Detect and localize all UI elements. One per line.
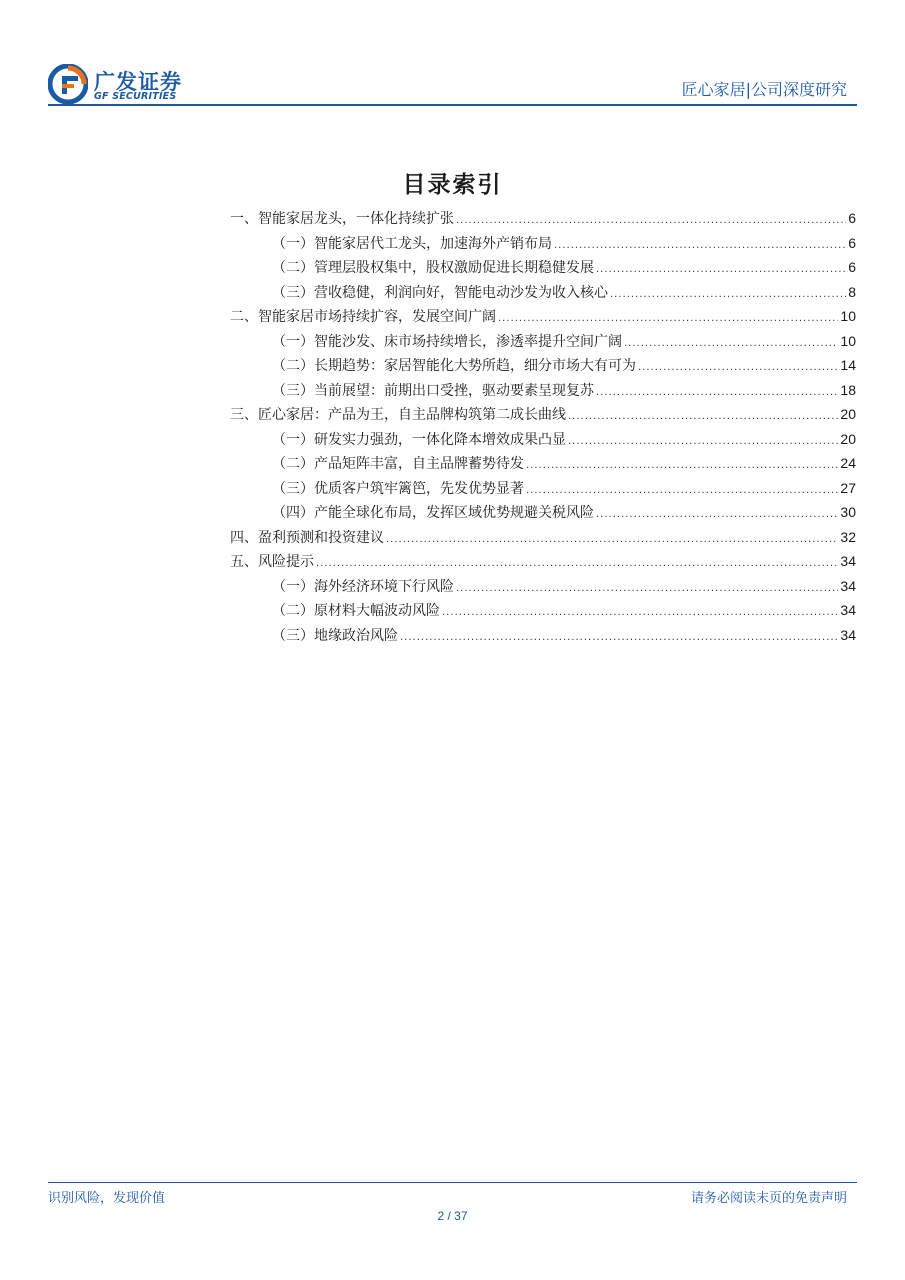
toc-entry[interactable]: [230, 255, 856, 280]
footer-slogan: 识别风险，发现价值: [48, 1191, 166, 1206]
toc-entry[interactable]: [230, 623, 856, 648]
toc-entry-page: 8: [848, 283, 856, 300]
toc-entry-text: （一）智能沙发、床市场持续增长，渗透率提升空间广阔: [272, 333, 622, 350]
gf-logo-icon: [48, 64, 88, 104]
toc-entry[interactable]: [230, 280, 856, 305]
toc-entry-text: 四、盈利预测和投资建议: [230, 529, 384, 546]
toc-entry-text: （二）原材料大幅波动风险: [272, 603, 440, 619]
toc-entry[interactable]: [230, 500, 856, 525]
toc-entry[interactable]: [230, 402, 856, 427]
toc-leader-dots: [400, 626, 838, 651]
footer-divider: [48, 1182, 857, 1183]
toc-entry-text: 一、智能家居龙头，一体化持续扩张: [230, 211, 454, 227]
toc-entry[interactable]: [230, 549, 856, 574]
toc-entry-text: （三）优质客户筑牢篱笆，先发优势显著: [272, 480, 524, 497]
report-header-title: 匠心家居|公司深度研究: [681, 80, 847, 99]
toc-entry-text: （三）当前展望：前期出口受挫，驱动要素呈现复苏: [272, 382, 594, 399]
toc-entry-text: （四）产能全球化布局，发挥区域优势规避关税风险: [272, 505, 594, 521]
toc-entry-text: 二、智能家居市场持续扩容，发展空间广阔: [230, 309, 496, 325]
toc-entry-page: 14: [840, 357, 856, 373]
toc-entry-page: 10: [840, 332, 856, 349]
toc-entry[interactable]: [230, 525, 856, 550]
toc-entry[interactable]: [230, 476, 856, 501]
toc-entry-text: （一）研发实力强劲，一体化降本增效成果凸显: [272, 431, 566, 448]
toc-entry[interactable]: [230, 427, 856, 452]
header-divider: [48, 104, 857, 106]
toc-entry-text: （二）管理层股权集中，股权激励促进长期稳健发展: [272, 260, 594, 276]
toc-entry-page: 6: [848, 259, 856, 275]
toc-entry-page: 20: [840, 430, 856, 447]
toc-title: 目录索引: [402, 172, 503, 198]
toc-entry-page: 6: [848, 210, 856, 226]
toc-entry[interactable]: [230, 304, 856, 329]
toc-entry-text: 三、匠心家居：产品为王，自主品牌构筑第二成长曲线: [230, 407, 566, 423]
toc-entry-text: （三）营收稳健，利润向好，智能电动沙发为收入核心: [272, 284, 608, 301]
toc-entry-page: 18: [840, 381, 856, 398]
toc-entry-page: 30: [840, 504, 856, 520]
toc-entry[interactable]: [230, 598, 856, 623]
toc-entry[interactable]: [230, 329, 856, 354]
toc-entry[interactable]: [230, 574, 856, 599]
logo-chinese-name: 广发证券: [94, 70, 182, 94]
table-of-contents: [230, 206, 856, 647]
toc-entry-page: 20: [840, 406, 856, 422]
toc-entry-text: （一）海外经济环境下行风险: [272, 578, 454, 595]
logo-english-name: GF SECURITIES: [94, 91, 177, 102]
toc-entry-page: 34: [840, 626, 856, 643]
toc-entry-page: 34: [840, 602, 856, 618]
toc-entry-text: （二）产品矩阵丰富，自主品牌蓄势待发: [272, 456, 524, 472]
page-number: 2 / 37: [437, 1209, 468, 1223]
toc-entry-text: （二）长期趋势：家居智能化大势所趋，细分市场大有可为: [272, 358, 636, 374]
toc-entry-text: 五、风险提示: [230, 554, 314, 570]
toc-entry-text: （一）智能家居代工龙头，加速海外产销布局: [272, 235, 552, 252]
toc-entry-page: 32: [840, 528, 856, 545]
toc-entry-text: （三）地缘政治风险: [272, 627, 398, 644]
footer-disclaimer-note: 请务必阅读末页的免责声明: [690, 1191, 847, 1206]
gf-securities-logo: [48, 64, 198, 104]
toc-entry-page: 10: [840, 308, 856, 324]
toc-entry-page: 34: [840, 553, 856, 569]
toc-entry[interactable]: [230, 206, 856, 231]
toc-entry-page: 34: [840, 577, 856, 594]
toc-entry-page: 6: [848, 234, 856, 251]
toc-entry[interactable]: [230, 353, 856, 378]
toc-entry[interactable]: [230, 231, 856, 256]
toc-entry[interactable]: [230, 451, 856, 476]
toc-entry-page: 24: [840, 455, 856, 471]
toc-entry-page: 27: [840, 479, 856, 496]
toc-entry[interactable]: [230, 378, 856, 403]
